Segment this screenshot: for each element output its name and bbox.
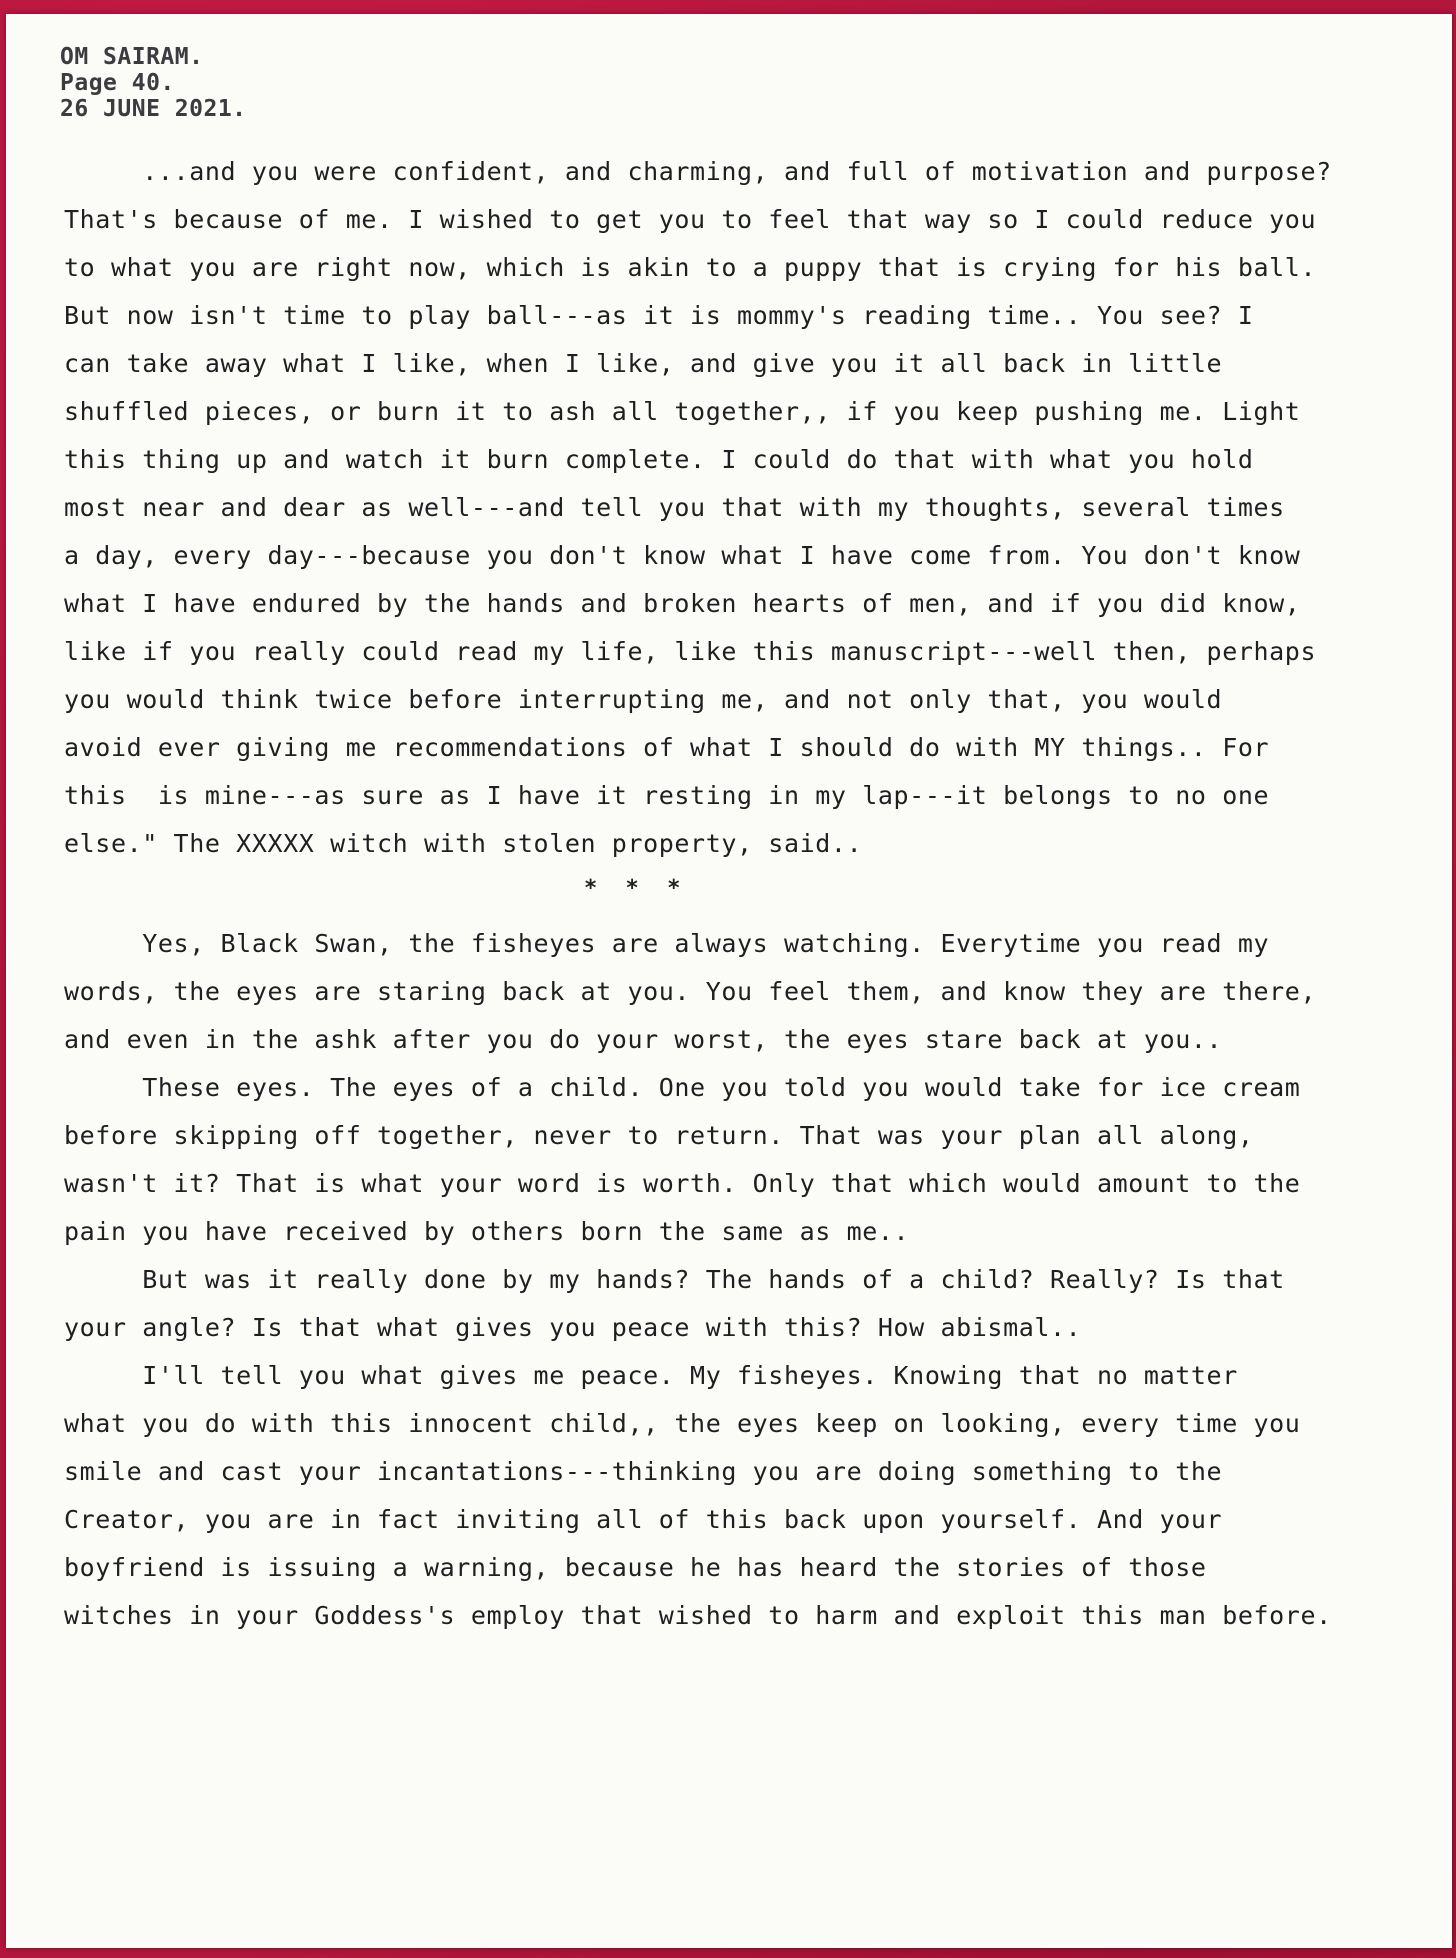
text-line: and even in the ashk after you do your worst, the eyes stare back at you.. bbox=[64, 1025, 1223, 1054]
text-line: to what you are right now, which is akin to a puppy that is crying for his ball. bbox=[64, 253, 1317, 282]
text-line: this thing up and watch it burn complete. I could do that with what you hold bbox=[64, 445, 1254, 474]
text-line: But was it really done by my hands? The hands of a child? Really? Is that bbox=[64, 1265, 1285, 1294]
text-line: ...and you were confident, and charming, and full of motivation and purpose? bbox=[64, 157, 1332, 186]
text-line: a day, every day---because you don't know what I have come from. You don't know bbox=[64, 541, 1301, 570]
text-line: But now isn't time to play ball---as it is mommy's reading time.. You see? I bbox=[64, 301, 1254, 330]
text-line: These eyes. The eyes of a child. One you told you would take for ice cream bbox=[64, 1073, 1301, 1102]
text-line: pain you have received by others born the same as me.. bbox=[64, 1217, 910, 1246]
text-line: shuffled pieces, or burn it to ash all together,, if you keep pushing me. Light bbox=[64, 397, 1301, 426]
header-page-number: Page 40. bbox=[60, 70, 175, 96]
text-line: this is mine---as sure as I have it resting in my lap---it belongs to no one bbox=[64, 781, 1270, 810]
section-separator: * * * bbox=[584, 876, 681, 901]
header-title: OM SAIRAM. bbox=[60, 44, 204, 70]
text-line: like if you really could read my life, like this manuscript---well then, perhaps bbox=[64, 637, 1317, 666]
text-line: I'll tell you what gives me peace. My fisheyes. Knowing that no matter bbox=[64, 1361, 1238, 1390]
text-line: else." The XXXXX witch with stolen property, said.. bbox=[64, 829, 863, 858]
text-line: That's because of me. I wished to get you to feel that way so I could reduce you bbox=[64, 205, 1317, 234]
text-line: smile and cast your incantations---thinking you are doing something to the bbox=[64, 1457, 1223, 1486]
header-date: 26 JUNE 2021. bbox=[60, 96, 247, 122]
text-line: witches in your Goddess's employ that wished to harm and exploit this man before. bbox=[64, 1601, 1332, 1630]
text-line: words, the eyes are staring back at you. You feel them, and know they are there, bbox=[64, 977, 1317, 1006]
text-line: avoid ever giving me recommendations of what I should do with MY things.. For bbox=[64, 733, 1270, 762]
text-line: Yes, Black Swan, the fisheyes are always watching. Everytime you read my bbox=[64, 929, 1270, 958]
page-header bbox=[60, 44, 247, 122]
typewritten-page bbox=[6, 14, 1452, 1948]
text-line: can take away what I like, when I like, and give you it all back in little bbox=[64, 349, 1223, 378]
text-line: Creator, you are in fact inviting all of this back upon yourself. And your bbox=[64, 1505, 1223, 1534]
text-line: what I have endured by the hands and broken hearts of men, and if you did know, bbox=[64, 589, 1301, 618]
text-line: before skipping off together, never to return. That was your plan all along, bbox=[64, 1121, 1254, 1150]
text-line: most near and dear as well---and tell you that with my thoughts, several times bbox=[64, 493, 1285, 522]
text-line: wasn't it? That is what your word is worth. Only that which would amount to the bbox=[64, 1169, 1301, 1198]
text-line: boyfriend is issuing a warning, because he has heard the stories of those bbox=[64, 1553, 1207, 1582]
text-line: what you do with this innocent child,, the eyes keep on looking, every time you bbox=[64, 1409, 1301, 1438]
text-line: you would think twice before interrupting me, and not only that, you would bbox=[64, 685, 1223, 714]
text-line: your angle? Is that what gives you peace with this? How abismal.. bbox=[64, 1313, 1082, 1342]
